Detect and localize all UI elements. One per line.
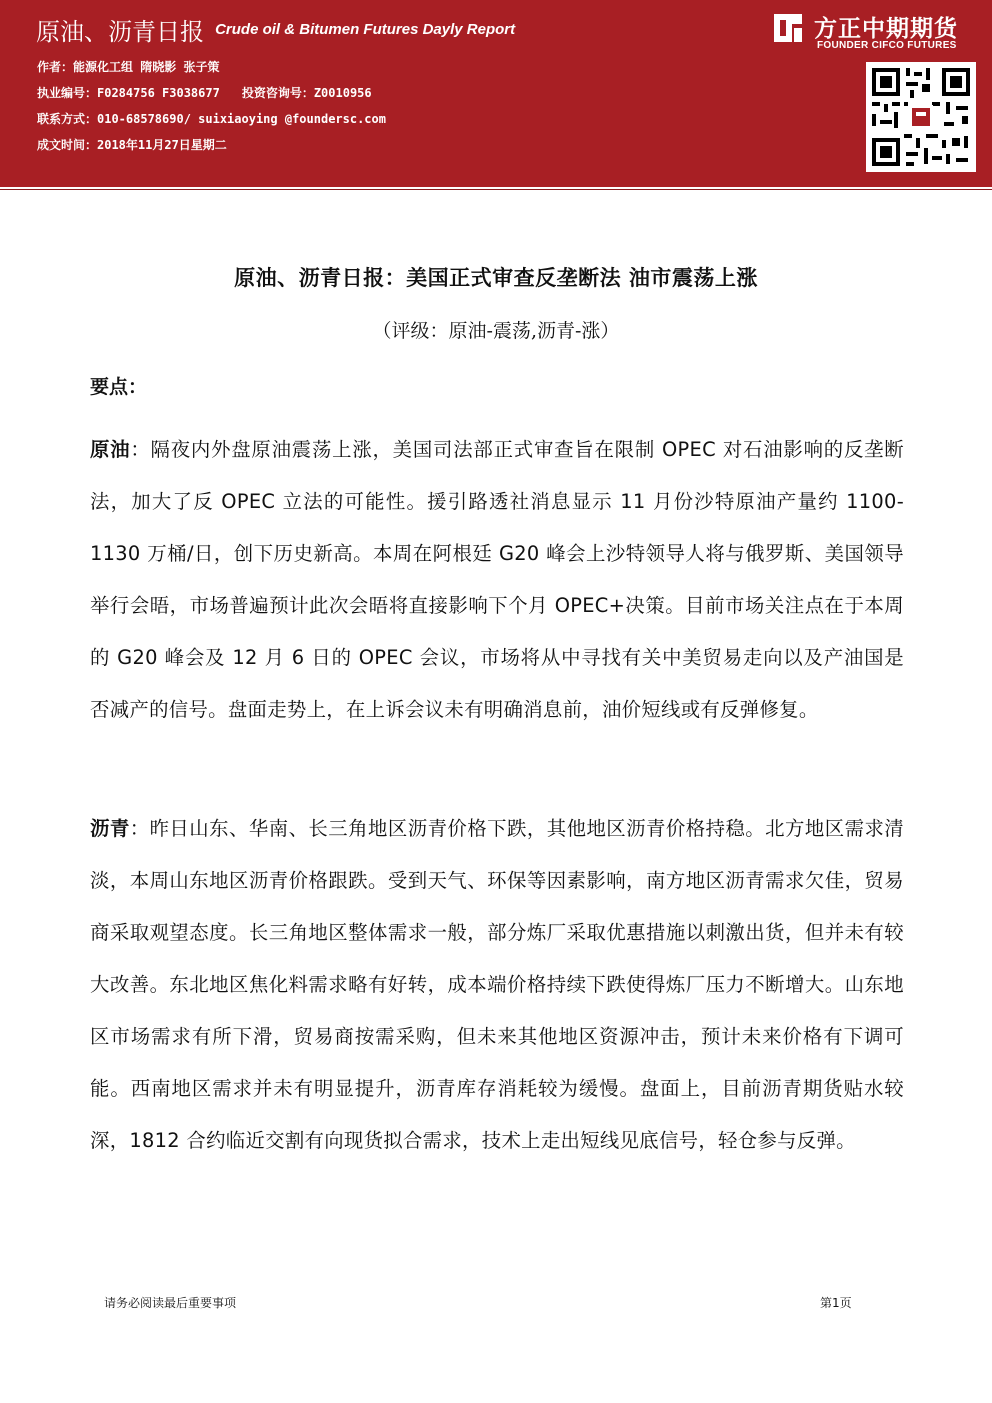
brand-logo — [770, 10, 986, 54]
report-title — [36, 12, 515, 48]
report-date: 成文时间：2018年11月27日星期二 — [37, 138, 227, 152]
brand-name-cn: 方正中期期货 — [814, 16, 958, 42]
page-number: 第1页 — [820, 1296, 852, 1310]
authors: 作者：能源化工组 隋晓影 张子策 — [37, 60, 220, 74]
bitumen-text: ：昨日山东、华南、长三角地区沥青价格下跌，其他地区沥青价格持稳。北方地区需求清淡，本周山东地区沥青价格跟跌。受到天气、环保等因素影响，南方地区沥青需求欠佳，贸易商采取观望态度。长三角地区整体需求一般，部分炼厂采取优惠措施以刺激出货，但并未有较大改善。东北地区焦化料需求略有好转，成本端价格持续下跌使得炼厂压力不断增大。山东地区市场需求有所下滑，贸易商按需采购，但未来其他地区资源冲击，预计未来价格有下调可能。西南地区需求并未有明显提升，沥青库存消耗较为缓慢。盘面上，目前沥青期货贴水较深，1812 合约临近交割有向现货拟合需求，技术上走出短线见底信号，轻仓参与反弹。 — [90, 817, 904, 1152]
contact-info: 联系方式：010-68578690/ suixiaoying @foundersc.com — [37, 112, 386, 126]
founder-logo-icon — [770, 10, 806, 46]
oil-text: ：隔夜内外盘原油震荡上涨，美国司法部正式审查旨在限制 OPEC 对石油影响的反垄断法，加大了反 OPEC 立法的可能性。援引路透社消息显示 11 月份沙特原油产量约 1100-1130 万桶/日，创下历史新高。本周在阿根廷 G20 峰会上沙特领导人将与俄罗斯、美国领导举行会晤，市场普遍预计此次会晤将直接影响下个月 OPEC+决策。目前市场关注点在于本周的 G20 峰会及 12 月 6 日的 OPEC 会议，市场将从中寻找有关中美贸易走向以及产油国是否减产的信号。盘面走势上，在上诉会议未有明确消息前，油价短线或有反弹修复。 — [90, 438, 904, 721]
document-title: 原油、沥青日报：美国正式审查反垄断法 油市震荡上涨 — [234, 266, 758, 290]
advisory-number: 投资咨询号：Z0010956 — [241, 86, 372, 100]
key-points-label: 要点： — [90, 376, 148, 398]
report-title-en: Crude oil & Bitumen Futures Dayly Report — [215, 21, 516, 38]
license-line — [37, 84, 372, 101]
oil-paragraph — [90, 424, 904, 736]
document-rating: （评级：原油-震荡,沥青-涨） — [372, 320, 620, 342]
report-title-cn: 原油、沥青日报 — [36, 18, 204, 46]
header-banner — [0, 0, 992, 184]
oil-label: 原油 — [90, 438, 131, 461]
header-divider — [0, 184, 992, 198]
qr-code-icon — [866, 62, 976, 172]
bitumen-label: 沥青 — [90, 817, 130, 840]
brand-name-en: FOUNDER CIFCO FUTURES — [817, 40, 957, 51]
footer-notice: 请务必阅读最后重要事项 — [104, 1296, 237, 1310]
bitumen-paragraph — [90, 803, 904, 1167]
license-number: 执业编号：F0284756 F3038677 — [37, 86, 220, 100]
